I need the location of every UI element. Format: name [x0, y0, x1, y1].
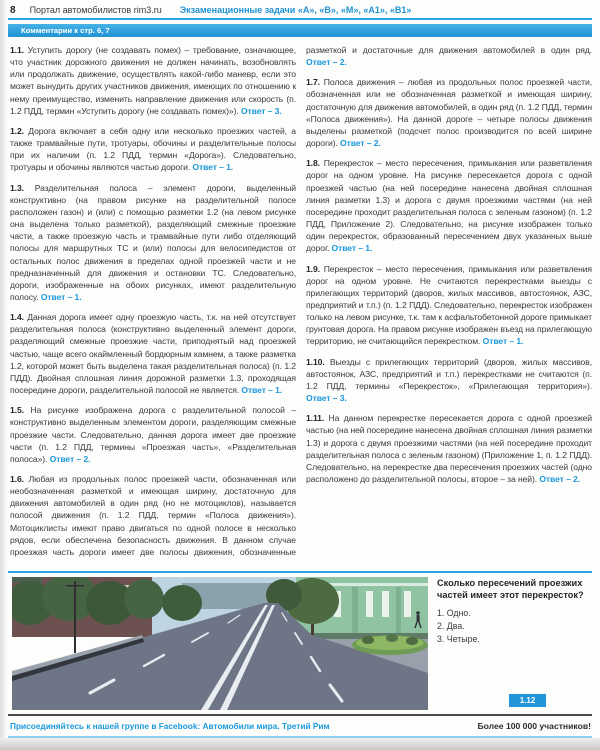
task-option: 1. Одно. [437, 607, 471, 618]
answer-label: Ответ – 2. [539, 474, 581, 484]
paragraph-number: 1.4. [10, 312, 24, 323]
answer-label: Ответ – 2. [306, 57, 347, 68]
site-name: Портал автомобилистов rim3.ru [29, 5, 162, 15]
book-title: Экзаменационные задачи «А», «В», «М», «А1», «В1» [179, 5, 412, 15]
comment-paragraph: 1.6. Любая из продольных полос проезжей части, обозначенная или необозначенная разметкой и имеющая ширину, достаточную для движения автомобилей в один ряд (но не мотоциклов), называется полосой движения (п. 1.2 ПДД, термин «Полоса движения»). Мотоциклисты имеют право двигаться по одной полосе в несколько рядов, если обеспечена безопасность движения. В данном случае проезжая часть дороги имеет две полосы движения, обозначенные разметкой и достаточные для движения автомобилей в один ряд. Ответ – 2. [10, 45, 592, 557]
task-block [437, 578, 591, 646]
comment-paragraph: 1.4. Данная дорога имеет одну проезжую часть, т.к. на ней отсутствует разделительная полоса (конструктивно выделенный элемент дороги, разделяющий смежные проезжие части, приподнятый над проезжей частью, чаще всего окаймленный бордюрным камнем, а также разметка 1.2, которой может быть выделена такая разделительная полоса) (п. 1.2 ПДД). Двойная сплошная линия дорожной разметки 1.3, проходящая посередине дороги, разделительной полосой не является. Ответ – 1. [10, 312, 296, 396]
paragraph-number: 1.6. [10, 474, 24, 484]
intersection-photo [12, 577, 428, 710]
comment-paragraph: 1.1. Уступить дорогу (не создавать помех) – требование, означающее, что участник дорожного движения не должен начинать, возобновлять или продолжать движение, осуществлять какой-либо маневр, если это может вынудить других участников движения, имеющих по отношению к нему преимущество, изменить направление движения или скорость (п. 1.2 ПДД, термин «Уступить дорогу (не создавать помех)»). Ответ – 3. [10, 45, 296, 116]
footer-facebook-link: Присоединяйтесь к нашей группе в Facebook: Автомобили мира. Третий Рим [10, 721, 330, 731]
task-option: 3. Четыре. [437, 633, 480, 644]
answer-label: Ответ – 1. [40, 291, 82, 302]
page-header [10, 5, 592, 16]
scan-edge-bottom [0, 738, 600, 750]
task-question: Сколько пересечений проезжих частей имеет этот перекресток? [437, 578, 584, 600]
section-bar: Комментарии к стр. 6, 7 [8, 24, 592, 37]
comment-paragraph: 1.9. Перекресток – место пересечения, примыкания или разветвления дорог на одном уровне. Не считаются перекрестками выезды с прилегающих территорий (дворов, жилых массивов, автостоянок, АЗС, предприятий и т.п.) (п. 1.2 ПДД). Следовательно, перекресток изображен только на левом рисунке, т.к. там к асфальтобетонной дороге примыкает грунтовая дорога. На правом рисунке изображен въезд на прилегающую территорию, не считающийся перекрестком. Ответ – 1. [306, 263, 592, 347]
comment-paragraph: 1.8. Перекресток – место пересечения, примыкания или разветвления дорог на одном уровне. На рисунке пересекается дорога с одной проезжей частью (на ней посередине нанесена двойная сплошная линия разметки 1.3) и дорога с двумя проезжими частями (на ней посередине проходит разделительная полоса с зеленым газоном) (п. 1.2 ПДД, Приложение 2). Следовательно, на рисунке изображен только один перекресток, образованный пересечением двух указанных выше дорог. Ответ – 1. [306, 158, 592, 254]
footer-top-rule [8, 714, 592, 716]
comment-paragraph: 1.7. Полоса движения – любая из продольных полос проезжей части, обозначенная или не обозначенная разметкой и имеющая ширину, достаточную для движения автомобилей, в один ряд (п. 1.2 ПДД, термин «Полоса движения»). На данной дороге – четыре полосы движения выделены разметкой (подсчет полос производится по всей ширине дороги). Ответ – 2. [306, 77, 592, 149]
answer-label: Ответ – 1. [192, 162, 234, 173]
comment-paragraph: 1.2. Дорога включает в себя одну или несколько проезжих частей, а также трамвайные пути, тротуары, обочины и разделительные полосы при их наличии (п. 1.2 ПДД, термин «Дорога»). Следовательно, тротуары и обочины являются частью дороги. Ответ – 1. [10, 125, 296, 173]
task-option: 2. Два. [437, 620, 465, 631]
paragraph-number: 1.2. [10, 125, 24, 136]
answer-label: Ответ – 2. [340, 138, 381, 149]
paragraph-number: 1.1. [10, 45, 24, 55]
paragraph-number: 1.3. [10, 182, 24, 193]
answer-label: Ответ – 1. [482, 336, 524, 347]
paragraph-number: 1.9. [306, 263, 320, 274]
page-footer [10, 721, 591, 731]
answer-label: Ответ – 2. [49, 453, 91, 464]
comment-paragraph: 1.5. На рисунке изображена дорога с разделительной полосой – конструктивно выделенным элементом дороги, разделяющим смежные проезжие части. Следовательно, данная дорога имеет две проезжие части (п. 1.2 ПДД, термины «Проезжая часть», «Разделительная полоса»). Ответ – 2. [10, 405, 296, 464]
page-number: 8 [10, 5, 16, 16]
paragraph-number: 1.8. [306, 158, 320, 169]
paragraph-number: 1.7. [306, 77, 320, 88]
paragraph-number: 1.5. [10, 405, 24, 416]
scan-edge-left [0, 0, 7, 750]
comments-columns [10, 44, 592, 571]
answer-label: Ответ – 1. [331, 243, 373, 254]
answer-label: Ответ – 1. [241, 385, 283, 396]
header-rule [8, 18, 592, 20]
task-options [437, 607, 591, 646]
paragraph-number: 1.11. [306, 413, 325, 424]
task-number-badge: 1.12 [509, 694, 546, 707]
comment-paragraph: 1.11. На данном перекрестке пересекается дорога с одной проезжей частью (на ней посередине нанесена двойная сплошная линия разметки 1.3) и дорога с двумя проезжими частями (на ней посередине проходит разделительная полоса с зеленым газоном) (Приложение 1, п. 1.2 ПДД). Следовательно, на перекрестке два пересечения проезжих частей (одно расположено до разделительной полосы, второе – за ней). Ответ – 2. [306, 413, 592, 484]
photo-top-rule [8, 571, 592, 573]
comment-paragraph: 1.10. Выезды с прилегающих территорий (дворов, жилых массивов, автостоянок, АЗС, предприятий и т.п.) перекрестками не считаются (п. 1.2 ПДД, термины «Перекресток», «Прилегающая территория»). Ответ – 3. [306, 356, 592, 404]
paragraph-number: 1.10. [306, 356, 325, 367]
footer-members-count: Более 100 000 участников! [477, 721, 591, 731]
answer-label: Ответ – 3. [240, 105, 282, 116]
answer-label: Ответ – 3. [306, 393, 347, 404]
comment-paragraph: 1.3. Разделительная полоса – элемент дороги, выделенный конструктивно (на правом рисунке на разделительной полосе расположен газон) и (или) с помощью разметки 1.2 (на левом рисунке она выделена только разметкой), разделяющий смежные проезжие части, а также проезжую часть и трамвайные пути либо отделяющий полосы для маршрутных ТС и (или) полосы для велосипедистов от остальных полос движения в пределах одной проезжей части и не предназначенный для движения и остановки ТС. Следовательно, дороги, изображенные на обоих рисунках, имеют разделительную полосу. Ответ – 1. [10, 182, 296, 302]
